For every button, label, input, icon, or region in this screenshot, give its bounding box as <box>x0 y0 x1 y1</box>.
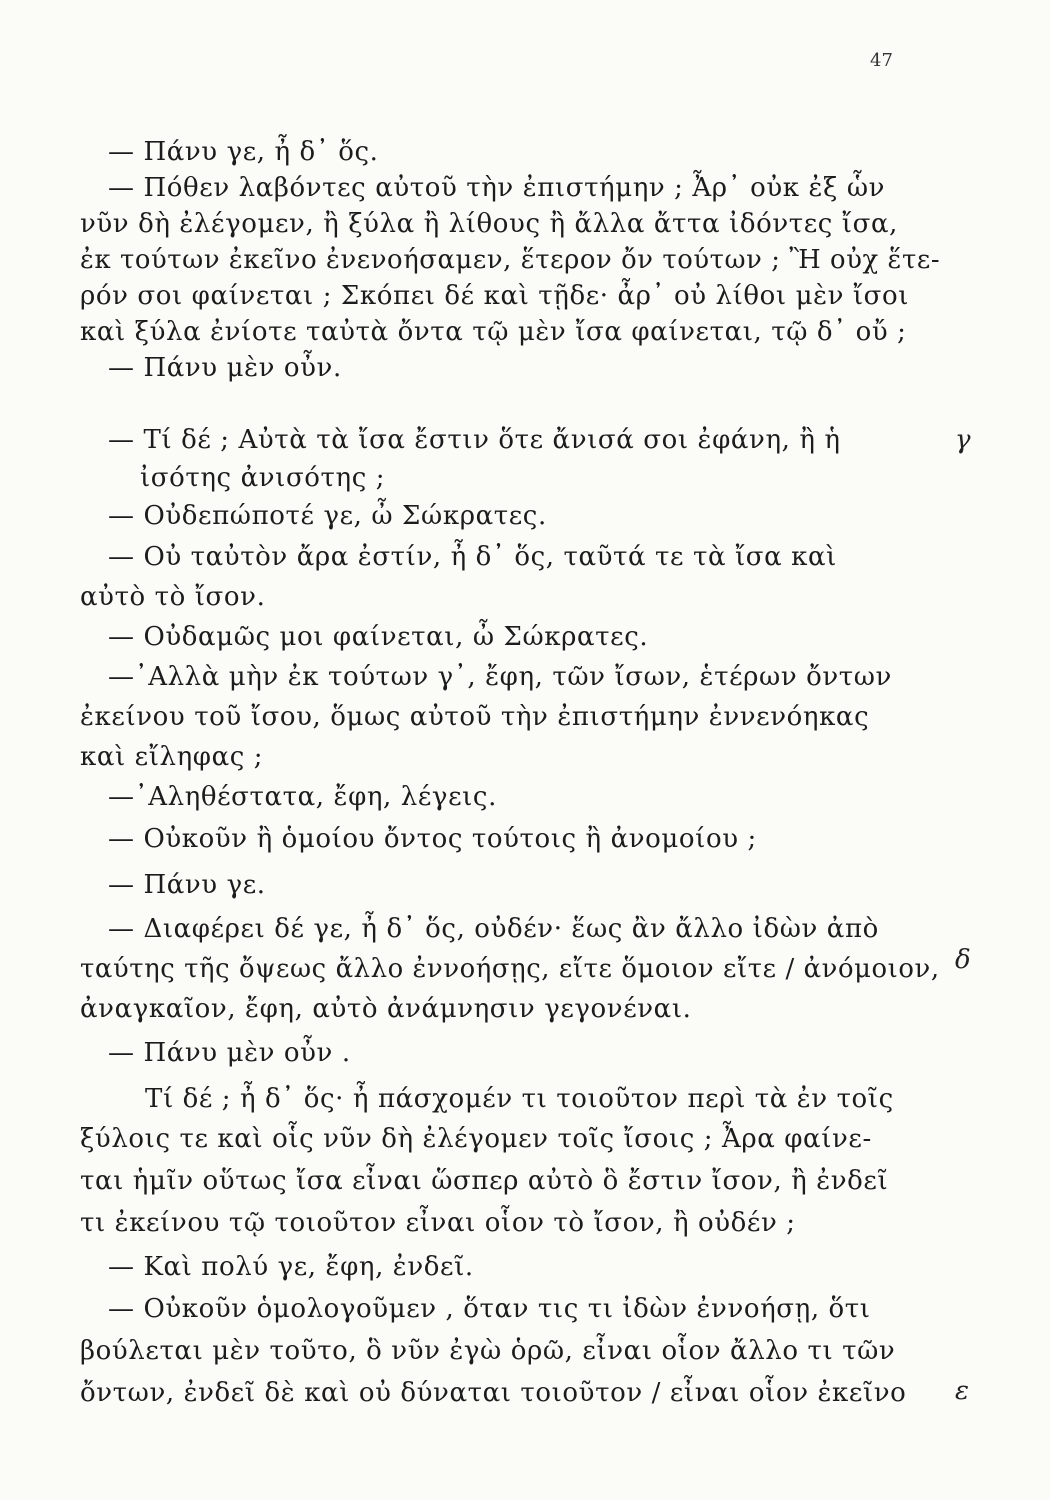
text-line: — Πάνυ γε, ἦ δ᾽ ὅς. <box>108 137 379 167</box>
text-line: — Οὐδαμῶς μοι φαίνεται, ὦ Σώκρατες. <box>108 622 649 652</box>
margin-note-delta: δ <box>955 945 971 975</box>
text-line: — Πάνυ μὲν οὖν . <box>108 1038 351 1068</box>
text-line: — Οὐκοῦν ὁμολογοῦμεν , ὅταν τις τι ἰδὼν ἐννοήσῃ, ὅτι <box>108 1294 871 1324</box>
text-line: ἐκείνου τοῦ ἴσου, ὅμως αὐτοῦ τὴν ἐπιστήμην ἐννενόηκας <box>80 702 870 732</box>
text-line: — Πόθεν λαβόντες αὐτοῦ τὴν ἐπιστήμην ; Ἆρ᾽ οὐκ ἐξ ὧν <box>108 173 886 203</box>
text-line: ταύτης τῆς ὄψεως ἄλλο ἐννοήσῃς, εἴτε ὅμοιον εἴτε / ἀνόμοιον, <box>80 954 940 984</box>
text-line: βούλεται μὲν τοῦτο, ὃ νῦν ἐγὼ ὁρῶ, εἶναι οἷον ἄλλο τι τῶν <box>80 1336 896 1366</box>
text-line: ἰσότης ἀνισότης ; <box>140 463 386 493</box>
text-line: ται ἡμῖν οὕτως ἴσα εἶναι ὥσπερ αὐτὸ ὃ ἔστιν ἴσον, ἢ ἐνδεῖ <box>80 1166 889 1196</box>
margin-note-epsilon: ε <box>955 1376 969 1406</box>
text-line: τι ἐκείνου τῷ τοιοῦτον εἶναι οἷον τὸ ἴσον, ἢ οὐδέν ; <box>80 1208 796 1238</box>
text-line: — Οὐ ταὐτὸν ἄρα ἐστίν, ἦ δ᾽ ὅς, ταῦτά τε τὰ ἴσα καὶ <box>108 542 837 572</box>
text-line: ρόν σοι φαίνεται ; Σκόπει δέ καὶ τῇδε· ἆρ᾽ οὐ λίθοι μὲν ἴσοι <box>80 281 910 311</box>
text-line: αὐτὸ τὸ ἴσον. <box>80 582 266 612</box>
margin-note-gamma: γ <box>955 425 971 455</box>
text-line: — Οὐδεπώποτέ γε, ὦ Σώκρατες. <box>108 501 547 531</box>
text-line: — Πάνυ γε. <box>108 870 266 900</box>
text-line: —᾽Αλλὰ μὴν ἐκ τούτων γ᾽, ἔφη, τῶν ἴσων, ἑτέρων ὄντων <box>108 662 892 692</box>
text-line: —᾽Αληθέστατα, ἔφη, λέγεις. <box>108 782 497 812</box>
page-number: 47 <box>870 50 893 71</box>
text-line: ὄντων, ἐνδεῖ δὲ καὶ οὐ δύναται τοιοῦτον / εἶναι οἷον ἐκεῖνο <box>80 1378 907 1408</box>
text-line: — Καὶ πολύ γε, ἔφη, ἐνδεῖ. <box>108 1252 474 1282</box>
text-line: Τί δέ ; ἦ δ᾽ ὅς· ἦ πάσχομέν τι τοιοῦτον περὶ τὰ ἐν τοῖς <box>145 1084 894 1114</box>
text-line: — Οὐκοῦν ἢ ὁμοίου ὄντος τούτοις ἢ ἀνομοίου ; <box>108 824 757 854</box>
text-line: — Πάνυ μὲν οὖν. <box>108 353 342 383</box>
text-line: καὶ ξύλα ἐνίοτε ταὐτὰ ὄντα τῷ μὲν ἴσα φαίνεται, τῷ δ᾽ οὔ ; <box>80 317 907 347</box>
text-line: ξύλοις τε καὶ οἷς νῦν δὴ ἐλέγομεν τοῖς ἴσοις ; Ἆρα φαίνε- <box>80 1124 872 1154</box>
text-line: νῦν δὴ ἐλέγομεν, ἢ ξύλα ἢ λίθους ἢ ἄλλα ἄττα ἰδόντες ἴσα, <box>80 209 898 239</box>
text-line: καὶ εἴληφας ; <box>80 742 264 772</box>
text-line: ἐκ τούτων ἐκεῖνο ἐνενοήσαμεν, ἕτερον ὄν τούτων ; Ἢ οὐχ ἕτε- <box>80 245 941 275</box>
text-line: — Διαφέρει δέ γε, ἦ δ᾽ ὅς, οὐδέν· ἕως ἂν ἄλλο ἰδὼν ἀπὸ <box>108 914 879 944</box>
text-line: ἀναγκαῖον, ἔφη, αὐτὸ ἀνάμνησιν γεγονέναι. <box>80 994 692 1024</box>
text-line: — Τί δέ ; Αὐτὰ τὰ ἴσα ἔστιν ὅτε ἄνισά σοι ἐφάνη, ἢ ἡ <box>108 425 841 455</box>
